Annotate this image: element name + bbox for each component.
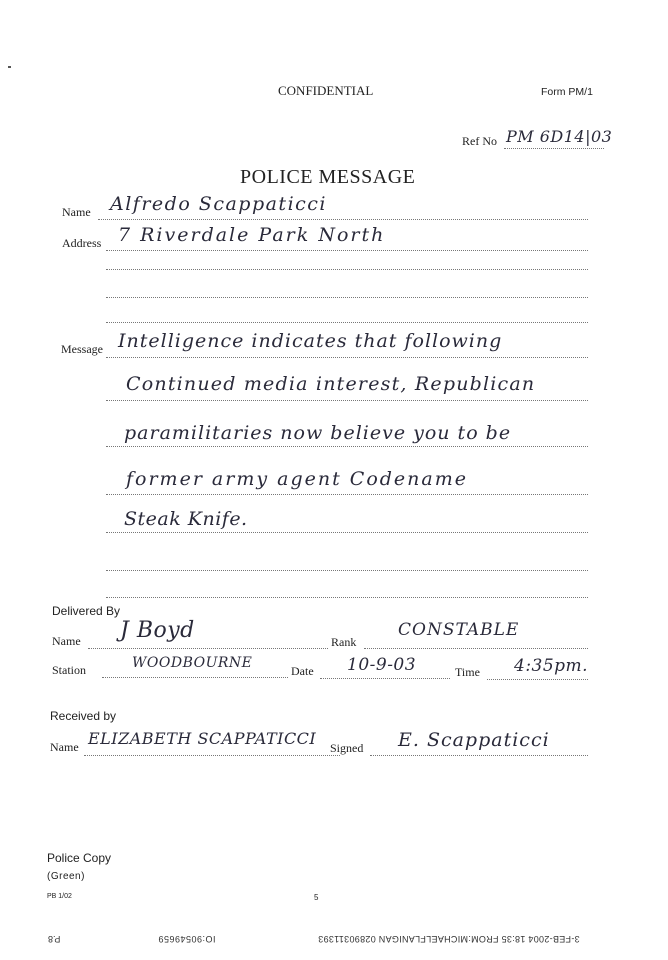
station-value: WOODBOURNE — [132, 655, 253, 671]
received-name-value: ELIZABETH SCAPPATICCI — [88, 729, 317, 748]
scan-mark — [8, 66, 11, 68]
received-name-line — [84, 755, 340, 756]
message-line-3: paramilitaries now believe you to be — [124, 422, 512, 444]
message-rule-5 — [106, 532, 588, 533]
signed-line — [370, 755, 588, 756]
fax-page-marker: P.8 — [48, 934, 61, 944]
ref-line — [504, 148, 604, 149]
signed-value: E. Scappaticci — [398, 729, 550, 751]
message-line-1: Intelligence indicates that following — [118, 330, 503, 352]
date-value: 10-9-03 — [347, 655, 417, 675]
message-line-4: former army agent Codename — [126, 468, 468, 490]
name-line — [98, 219, 588, 220]
fax-id: IO:90549659 — [158, 934, 216, 944]
station-line — [102, 677, 288, 678]
rank-label: Rank — [331, 635, 357, 649]
message-rule-4 — [106, 494, 588, 495]
address-line-4 — [106, 322, 588, 323]
recipient-address-label: Address — [62, 236, 102, 250]
recipient-name-label: Name — [62, 205, 91, 219]
fax-transmission-line: 3-FEB-2004 18:35 FROM:MICHAELFLANIGAN 02890311393 — [318, 934, 580, 944]
confidential-heading: CONFIDENTIAL — [278, 83, 374, 98]
time-value: 4:35pm. — [514, 656, 589, 676]
message-rule-1 — [106, 357, 588, 358]
page-number: 5 — [314, 893, 319, 902]
rank-line — [364, 648, 588, 649]
date-line — [320, 678, 450, 679]
recipient-name-value: Alfredo Scappaticci — [110, 193, 328, 215]
message-line-2: Continued media interest, Republican — [126, 373, 536, 395]
recipient-address-value: 7 Riverdale Park North — [118, 224, 386, 246]
time-line — [487, 679, 588, 680]
received-name-label: Name — [50, 740, 79, 754]
delivered-name-line — [88, 648, 328, 649]
address-line-1 — [106, 250, 588, 251]
police-copy-label: Police Copy — [47, 851, 112, 865]
message-line-5: Steak Knife. — [124, 508, 248, 530]
ref-label: Ref No — [462, 134, 497, 148]
fax-header-strip — [0, 930, 668, 950]
address-line-3 — [106, 297, 588, 298]
date-label: Date — [291, 664, 314, 678]
time-label: Time — [455, 665, 480, 679]
message-rule-7 — [106, 597, 588, 598]
ref-value: PM 6D14|03 — [506, 127, 613, 146]
rank-value: CONSTABLE — [398, 620, 520, 640]
signed-label: Signed — [330, 741, 364, 755]
form-number: Form PM/1 — [541, 86, 593, 98]
message-rule-2 — [106, 400, 588, 401]
message-label: Message — [61, 342, 103, 356]
delivered-name-value: J Boyd — [120, 618, 195, 643]
delivered-by-heading: Delivered By — [52, 604, 121, 618]
received-by-heading: Received by — [50, 709, 117, 723]
copy-color-label: (Green) — [47, 871, 85, 882]
form-code: PB 1/02 — [47, 893, 72, 900]
message-rule-3 — [106, 446, 588, 447]
message-rule-6 — [106, 570, 588, 571]
station-label: Station — [52, 663, 87, 677]
page-title: POLICE MESSAGE — [240, 166, 416, 188]
address-line-2 — [106, 269, 588, 270]
delivered-name-label: Name — [52, 634, 81, 648]
